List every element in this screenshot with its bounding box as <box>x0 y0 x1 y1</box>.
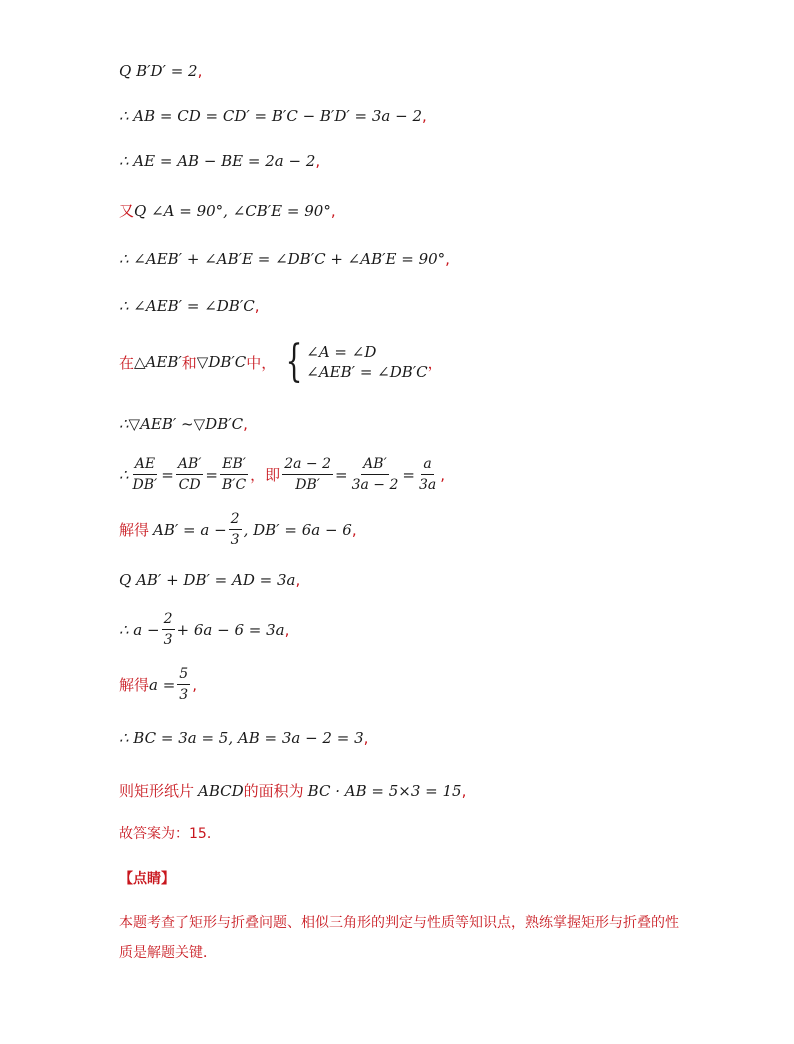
math-expression: Q B′D′ = 2 <box>119 62 198 80</box>
punctuation: , <box>445 250 450 268</box>
punctuation: , <box>254 297 260 315</box>
fraction-4: $\frac{2a - 2}{DB'}$ <box>284 456 331 493</box>
chinese-connector: 和 <box>181 353 197 372</box>
math-expression: BC · AB = 5×3 = 15 <box>307 781 462 800</box>
fraction: $\frac{2}{3}$ <box>163 611 173 648</box>
equation-system <box>280 336 428 387</box>
punctuation: , <box>192 675 197 694</box>
step-line-8 <box>119 415 248 433</box>
triangle-1: △AEB′ <box>134 353 182 371</box>
punctuation: , <box>295 571 301 589</box>
math-expression: ∴ BC = 3a = 5, AB = 3a − 2 = 3 <box>119 729 364 747</box>
step-line-2 <box>119 107 427 125</box>
punctuation: , <box>363 729 369 747</box>
chinese-prefix: 解得 <box>119 521 150 539</box>
math-part-a: AB′ = a − <box>153 520 227 539</box>
punctuation: , <box>197 62 203 80</box>
math-rect-name: ABCD <box>198 781 244 800</box>
step-line-3 <box>119 152 320 170</box>
punctuation: , <box>243 415 248 433</box>
step-line-1 <box>119 62 202 80</box>
math-expression: Q AB′ + DB′ = AD = 3a <box>119 571 296 589</box>
step-line-15 <box>119 780 466 801</box>
chinese-prefix: 又 <box>119 202 135 220</box>
punctuation: ， <box>427 353 443 372</box>
chinese-connector: ，即 <box>250 466 281 484</box>
step-line-9: ∴ $\frac{AE}{DB'}$ = $\frac{AB'}{CD}$ = $\frac{EB'}{B'C}$ ，即 $\frac{2a - 2}{DB'}$ = $\frac{AB'}{3a - 2}$ = $\frac{a}{3a}$ , <box>119 456 445 493</box>
chinese-prefix: 则矩形纸片 <box>119 782 195 800</box>
punctuation: , <box>351 520 357 539</box>
step-line-4 <box>119 200 336 221</box>
step-line-7 <box>119 336 443 387</box>
punctuation: , <box>440 465 445 484</box>
punctuation: , <box>330 201 336 220</box>
fraction-3: $\frac{EB'}{B'C}$ <box>221 456 247 493</box>
summary-paragraph: 本题考查了矩形与折叠问题、相似三角形的判定与性质等知识点，熟练掌握矩形与折叠的性质是解题关键． <box>119 915 679 961</box>
system-row-2: ∠AEB′ = ∠DB′C <box>306 363 428 381</box>
fraction-6: $\frac{a}{3a}$ <box>418 456 437 493</box>
section-heading: 【点睛】 <box>119 871 175 887</box>
fraction: $\frac{2}{3}$ <box>230 511 240 548</box>
chinese-connector: 的面积为 <box>243 782 304 800</box>
step-line-13 <box>119 665 197 704</box>
triangle-2: ▽DB′C <box>196 353 247 371</box>
step-line-12 <box>119 610 289 649</box>
math-expression: Q ∠A = 90°, ∠CB′E = 90° <box>134 201 331 220</box>
math-expression: ∴▽AEB′ ~▽DB′C <box>119 415 244 433</box>
fraction-2: $\frac{AB'}{CD}$ <box>177 456 202 493</box>
system-row-1: ∠A = ∠D <box>306 343 377 361</box>
chinese-prefix: 在 <box>119 353 135 372</box>
fraction-5: $\frac{AB'}{3a - 2}$ <box>351 456 399 493</box>
fraction-1: $\frac{AE}{DB'}$ <box>132 456 158 493</box>
punctuation: , <box>422 107 427 125</box>
step-line-14 <box>119 729 368 747</box>
punctuation: , <box>461 781 467 800</box>
fraction: $\frac{5}{3}$ <box>179 666 189 703</box>
math-expression: ∴ ∠AEB′ = ∠DB′C <box>119 297 255 315</box>
step-line-6 <box>119 297 259 315</box>
step-line-10 <box>119 510 357 549</box>
math-part-b: + 6a − 6 = 3a <box>176 620 285 639</box>
answer-line: 故答案为：15． <box>119 826 221 842</box>
step-line-11 <box>119 571 300 589</box>
math-expression: ∴ ∠AEB′ + ∠AB′E = ∠DB′C + ∠AB′E = 90° <box>119 250 446 268</box>
math-part-a: ∴ a − <box>119 620 160 639</box>
brace-icon: { <box>285 336 303 387</box>
chinese-suffix: 中， <box>246 353 277 372</box>
math-expression: ∴ AB = CD = CD′ = B′C − B′D′ = 3a − 2 <box>119 107 423 125</box>
chinese-prefix: 解得 <box>119 676 150 694</box>
punctuation: , <box>315 152 321 170</box>
math-part-a: a = <box>149 675 176 694</box>
step-line-5 <box>119 250 450 268</box>
therefore-symbol: ∴ <box>119 465 129 484</box>
math-expression: ∴ AE = AB − BE = 2a − 2 <box>119 152 316 170</box>
punctuation: , <box>284 620 290 639</box>
math-part-b: , DB′ = 6a − 6 <box>243 520 352 539</box>
